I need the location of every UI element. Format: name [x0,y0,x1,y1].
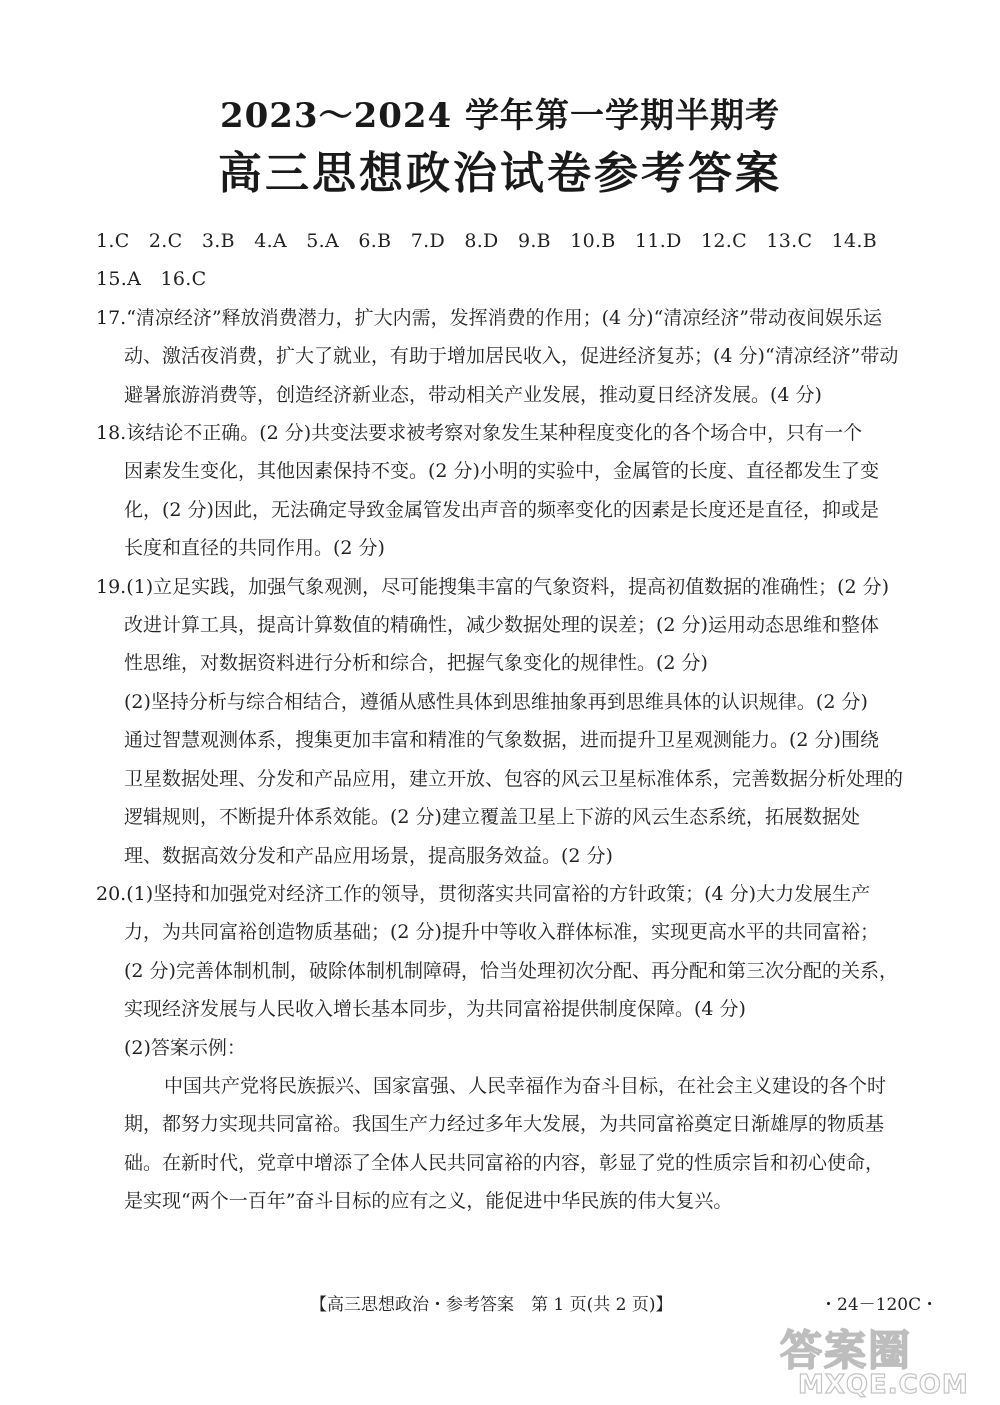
choice-answer: 12.C [701,230,747,252]
text-line: 期，都努力实现共同富裕。我国生产力经过多年大发展，为共同富裕奠定日渐雄厚的物质基 [124,1113,885,1136]
text-line: (2)坚持分析与综合相结合，遵循从感性具体到思维抽象再到思维具体的认识规律。(2 分) [124,690,868,713]
text-line: 18.该结论不正确。(2 分)共变法要求被考察对象发生某种程度变化的各个场合中，只有一个 [96,422,863,445]
choice-answer: 10.B [570,230,616,252]
text-line: 是实现“两个一百年”奋斗目标的应有之义，能促进中华民族的伟大复兴。 [124,1190,733,1213]
watermark-text: 答案圈 [780,1326,913,1375]
text-line: 逻辑规则，不断提升体系效能。(2 分)建立覆盖卫星上下游的风云生态系统，拓展数据处 [124,806,860,829]
choice-answer: 8.D [464,230,499,252]
choice-answers-row-1 [96,222,908,260]
choice-answer: 4.A [254,230,287,252]
choice-answer: 5.A [306,230,340,252]
footer-code: ・24－120C・ [820,1295,939,1315]
text-line: 长度和直径的共同作用。(2 分) [124,537,385,560]
text-line: 动、激活夜消费，扩大了就业，有助于增加居民收入，促进经济复苏；(4 分)“清凉经济”带动 [124,345,899,368]
text-line: 础。在新时代，党章中增添了全体人民共同富裕的内容，彰显了党的性质宗旨和初心使命， [124,1151,885,1174]
choice-answer: 11.D [635,230,682,252]
choice-answer: 1.C [96,230,130,252]
text-line: 避暑旅游消费等，创造经济新业态，带动相关产业发展，推动夏日经济发展。(4 分) [124,383,822,406]
text-line: 通过智慧观测体系，搜集更加丰富和精准的气象数据，进而提升卫星观测能力。(2 分)围绕 [124,729,879,752]
text-line: 实现经济发展与人民收入增长基本同步，为共同富裕提供制度保障。(4 分) [124,998,746,1021]
section-label: (2)答案示例： [124,1036,246,1059]
text-line: 卫星数据处理、分发和产品应用，建立开放、包容的风云卫星标准体系，完善数据分析处理的 [124,767,904,790]
text-line: 19.(1)立足实践，加强气象观测，尽可能搜集丰富的气象资料，提高初值数据的准确性；(2 分) [96,575,890,598]
text-line: 改进计算工具，提高计算数值的精确性，减少数据处理的误差；(2 分)运用动态思维和整体 [124,614,879,637]
watermark-url: MXQE.COM [798,1370,969,1400]
choice-answer: 3.B [201,230,235,252]
question-19-answer [96,568,908,875]
question-17-answer [96,299,908,414]
choice-answer: 2.C [148,230,183,252]
exam-term-title: 2023～2024 学年第一学期半期考 [219,96,781,136]
choice-answer: 6.B [358,230,392,252]
choice-answer: 7.D [410,230,445,252]
question-20-answer [96,875,908,1221]
question-18-answer [96,414,908,568]
choice-answer: 16.C [160,268,207,291]
text-line: 化，(2 分)因此，无法确定导致金属管发出声音的频率变化的因素是长度还是直径，抑或是 [124,498,879,521]
text-line: 因素发生变化，其他因素保持不变。(2 分)小明的实验中，金属管的长度、直径都发生了变 [124,460,879,483]
text-line: 性思维，对数据资料进行分析和综合，把握气象变化的规律性。(2 分) [124,652,708,675]
text-line: 力，为共同富裕创造物质基础；(2 分)提升中等收入群体标准，实现更高水平的共同富裕； [124,921,879,944]
document-title: 高三思想政治试卷参考答案 [218,148,782,199]
choice-answer: 14.B [831,230,878,252]
answer-content [96,222,908,1221]
text-line: 理、数据高效分发和产品应用场景，提高服务效益。(2 分) [124,844,613,867]
text-line: 20.(1)坚持和加强党对经济工作的领导，贯彻落实共同富裕的方针政策；(4 分)大力发展生产 [96,882,871,905]
text-line: 中国共产党将民族振兴、国家富强、人民幸福作为奋斗目标，在社会主义建设的各个时 [164,1074,887,1097]
text-line: 17.“清凉经济”释放消费潜力，扩大内需，发挥消费的作用；(4 分)“清凉经济”带动夜间娱乐运 [96,306,883,329]
text-line: (2 分)完善体制机制，破除体制机制障碍，恰当处理初次分配、再分配和第三次分配的关系， [124,959,898,982]
choice-answer: 13.C [766,230,813,252]
choice-answer: 15.A [96,268,142,291]
footer-page-info: 【高三思想政治・参考答案 第 1 页(共 2 页)】 [310,1295,673,1315]
choice-answer: 9.B [517,230,551,252]
site-watermark [780,1318,980,1398]
choice-answers-row-2 [96,260,908,298]
